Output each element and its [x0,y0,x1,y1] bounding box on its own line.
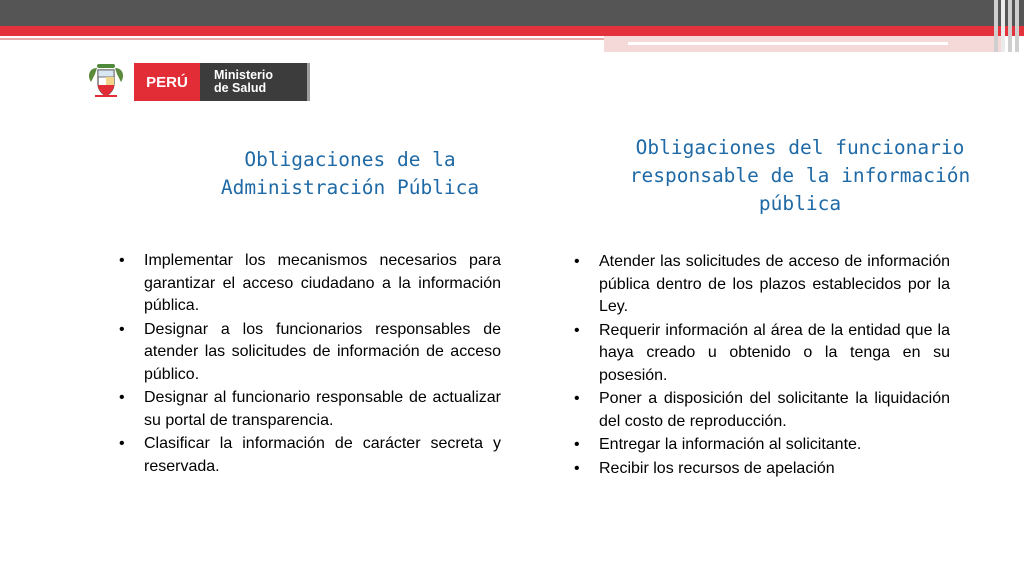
list-item: • Recibir los recursos de apelación [574,458,950,481]
ministry-line-1: Ministerio [214,68,274,82]
list-item: • Entregar la información al solicitante. [574,434,950,457]
list-item: • Designar a los funcionarios responsables de atender las solicitudes de información de acceso público. [119,319,501,387]
left-obligations-list [119,250,501,479]
list-item: • Designar al funcionario responsable de actualizar su portal de transparencia. [119,387,501,432]
list-item: • Atender las solicitudes de acceso de información pública dentro de los plazos establecidos por la Ley. [574,251,950,319]
list-item: • Poner a disposición del solicitante la liquidación del costo de reproducción. [574,388,950,433]
ministry-label [200,63,310,101]
right-obligations-list [574,251,950,481]
decor-line-white [628,42,948,45]
coat-of-arms-icon [78,62,134,102]
red-band [0,26,1024,36]
ministry-logo [78,62,320,102]
ministry-line-2: de Salud [214,81,267,95]
decor-line [0,38,604,40]
list-item: • Requerir información al área de la entidad que la haya creado u obtenido o la tenga en su posesión. [574,320,950,388]
country-label: PERÚ [134,63,200,101]
right-column-title: Obligaciones del funcionario responsable de la información pública [629,136,971,215]
left-column-title: Obligaciones de la Administración Pública [220,148,480,199]
list-item: • Clasificar la información de carácter secreta y reservada. [119,433,501,478]
top-bar [0,0,1024,26]
list-item: • Implementar los mecanismos necesarios para garantizar el acceso ciudadano a la información pública. [119,250,501,318]
decor-stripes [994,0,1024,52]
